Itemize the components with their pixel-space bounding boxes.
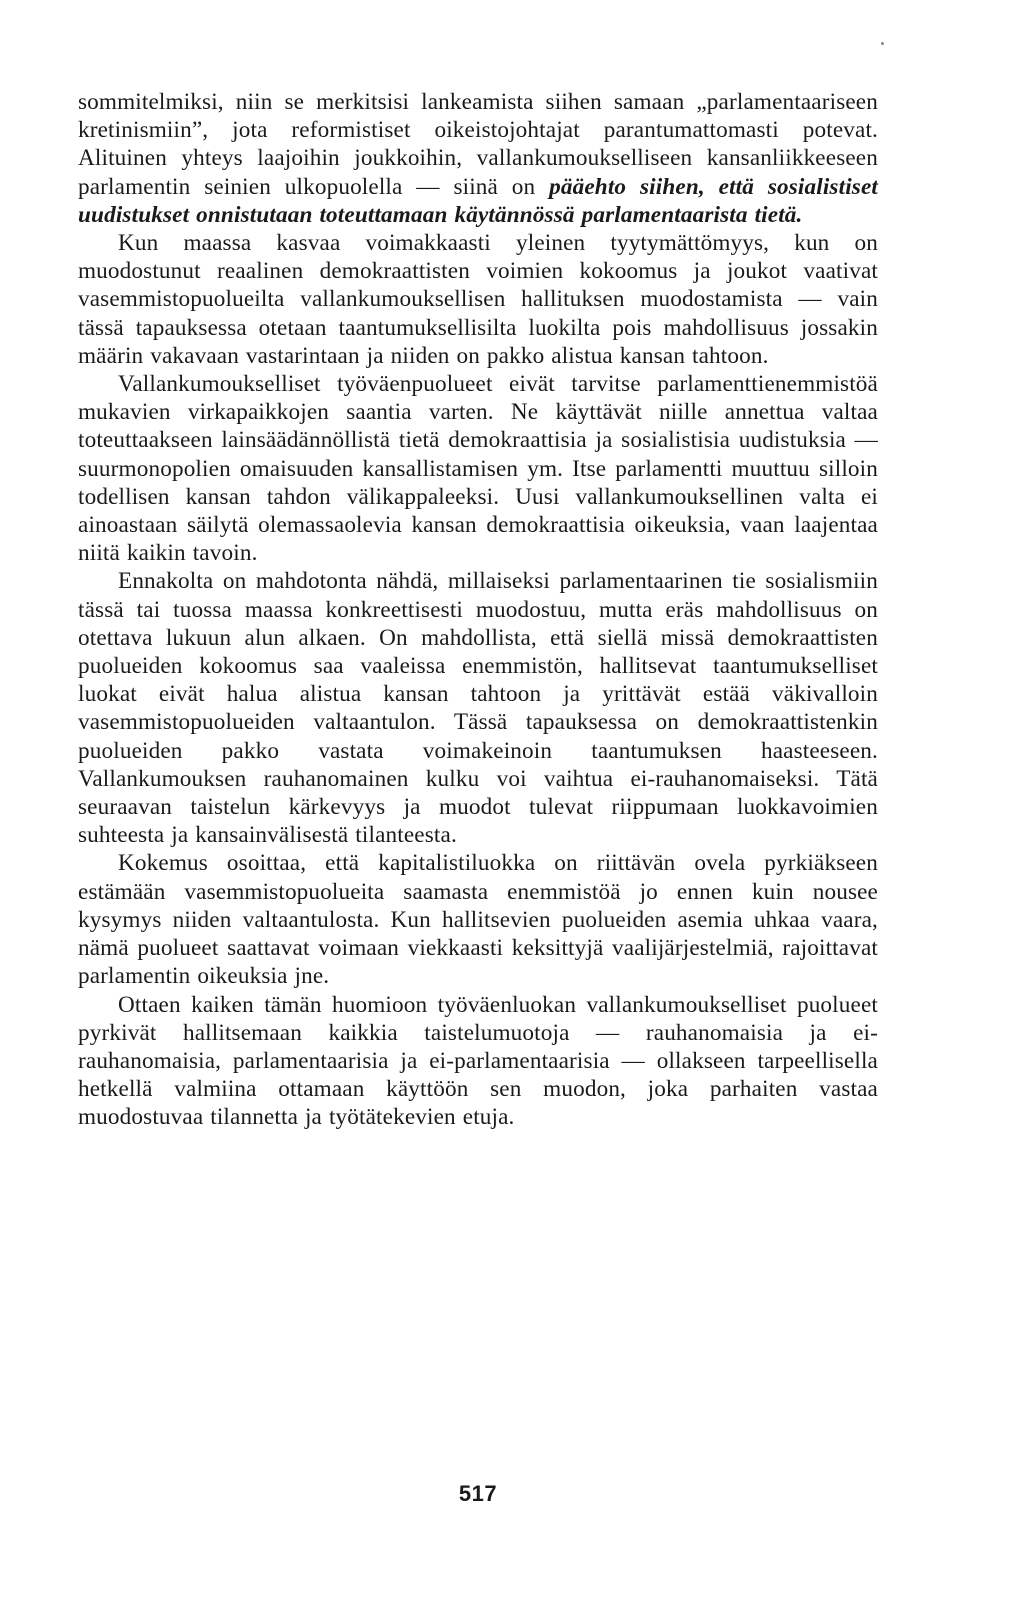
paragraph-1-emphasis: pääehto siihen, että sosialistiset uudistukset onnistutaan toteuttamaan käytännössä parlamentaarista tietä. xyxy=(78,173,878,228)
paragraph-3-text: Vallankumoukselliset työväenpuolueet eivät tarvitse parlamenttienemmistöä mukavien virkapaikkojen saantia varten. Ne käyttävät niille annettua valtaa toteuttaakseen lainsäädännöllistä tietä demokraattisia ja sosialistisia uudistuksia — suurmonopolien omaisuuden kansallistamisen ym. Itse parlamentti muuttuu silloin todellisen kansan tahdon välikappaleeksi. Uusi vallankumouksellinen valta ei ainoastaan säilytä olemassaolevia kansan demokraattisia oikeuksia, vaan laajentaa niitä kaikin tavoin. xyxy=(78,371,878,567)
paragraph-5 xyxy=(78,849,878,990)
paragraph-4 xyxy=(78,567,878,849)
paragraph-1 xyxy=(78,88,878,229)
paragraph-2 xyxy=(78,229,878,370)
paragraph-4-text: Ennakolta on mahdotonta nähdä, millaiseksi parlamentaarinen tie sosialismiin tässä tai tuossa maassa konkreettisesti muodostuu, mutta eräs mahdollisuus on otettava lukuun alun alkaen. On mahdollista, että siellä missä demokraattisten puolueiden kokoomus saa vaaleissa enemmistön, hallitsevat taantumukselliset luokat eivät halua alistua kansan tahtoon ja yrittävät estää väkivalloin vasemmistopuolueiden valtaantulon. Tässä tapauksessa on demokraattistenkin puolueiden pakko vastata voimakeinoin taantumuksen haasteeseen. Vallankumouksen rauhanomainen kulku voi vaihtua ei-rauhanomaiseksi. Tätä seuraavan taistelun kärkevyys ja muodot tulevat riippumaan luokkavoimien suhteesta ja kansainvälisestä tilanteesta. xyxy=(78,568,878,849)
paragraph-3 xyxy=(78,370,878,567)
page-number: 517 xyxy=(458,1481,498,1506)
paragraph-6 xyxy=(78,991,878,1132)
paragraph-1-text: sommitelmiksi, niin se merkitsisi lankeamista siihen samaan „parlamentaariseen kretinismiin”, jota reformistiset oikeistojohtajat parantumattomasti potevat. Alituinen yhteys laajoihin joukkoihin, vallankumoukselliseen kansanliikkeeseen parlamentin seinien ulkopuolella — siinä on xyxy=(78,89,878,200)
paragraph-6-text: Ottaen kaiken tämän huomioon työväenluokan vallankumoukselliset puolueet pyrkivät hallitsemaan kaikkia taistelumuotoja — rauhanomaisia ja ei-rauhanomaisia, parlamentaarisia ja ei-parlamentaarisia — ollakseen tarpeellisella hetkellä valmiina ottamaan käyttöön sen muodon, joka parhaiten vastaa muodostuvaa tilannetta ja työtätekevien etuja. xyxy=(78,991,878,1131)
book-page xyxy=(78,88,878,1528)
paper-speck xyxy=(881,42,884,45)
paragraph-2-text: Kun maassa kasvaa voimakkaasti yleinen tyytymättömyys, kun on muodostunut reaalinen demokraattisten voimien kokoomus ja joukot vaativat vasemmistopuolueilta vallankumouksellisen hallituksen muodostamista — vain tässä tapauksessa otetaan taantumuksellisilta luokilta pois mahdollisuus jossakin määrin vakavaan vastarintaan ja niiden on pakko alistua kansan tahtoon. xyxy=(78,230,878,369)
paragraph-5-text: Kokemus osoittaa, että kapitalistiluokka on riittävän ovela pyrkiäkseen estämään vasemmistopuolueita saamasta enemmistöä jo ennen kuin nousee kysymys niiden valtaantulosta. Kun hallitsevien puolueiden asemia uhkaa vaara, nämä puolueet saattavat voimaan viekkaasti keksittyjä vaalijärjestelmiä, rajoittavat parlamentin oikeuksia jne. xyxy=(78,850,878,990)
body-text xyxy=(78,88,878,1132)
